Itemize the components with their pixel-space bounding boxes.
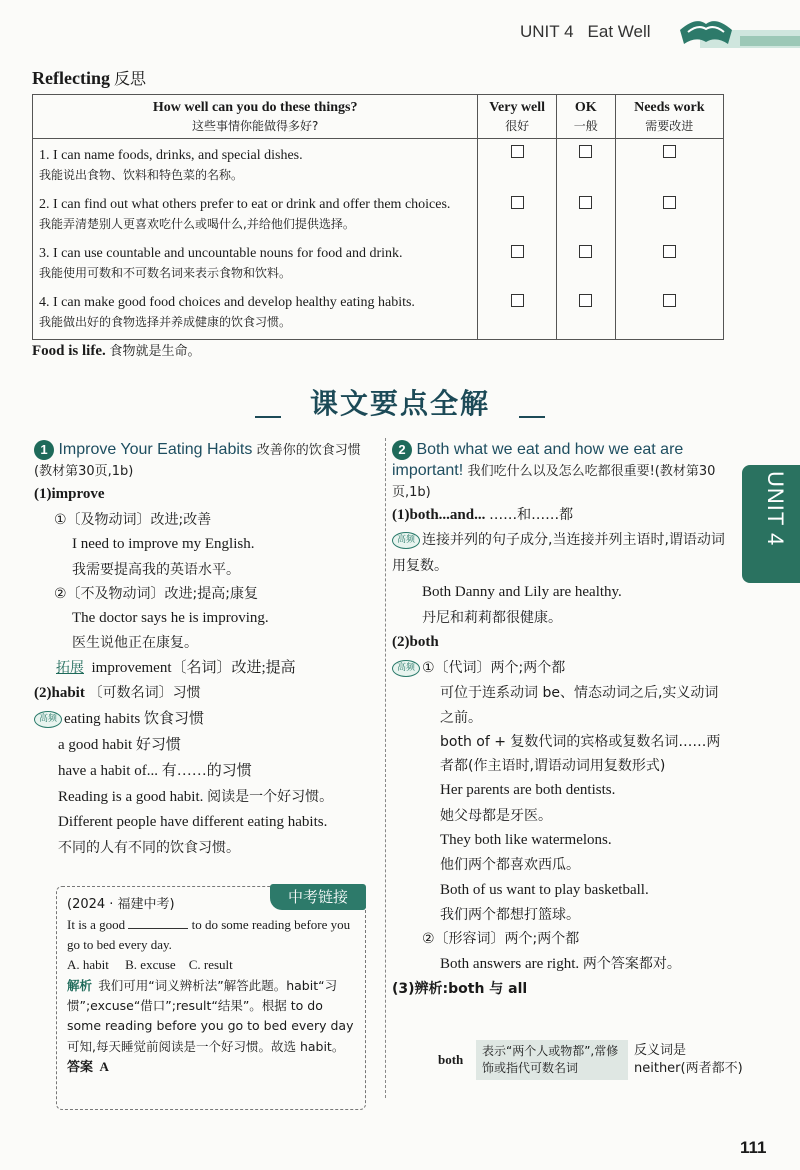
frequent-icon: 高频 bbox=[34, 711, 62, 728]
unit-title: Eat Well bbox=[587, 22, 651, 41]
both-and-heading: (1)both...and... ……和……都 bbox=[392, 506, 574, 523]
very-well-checkbox[interactable] bbox=[511, 145, 524, 158]
example-zh: 我们两个都想打篮球。 bbox=[440, 907, 580, 924]
table-row: 4. I can make good food choices and develop healthy eating habits. 我能做出好的食物选择并养成健康的饮食习惯。 bbox=[33, 290, 724, 340]
col-very-well: Very well 很好 bbox=[478, 95, 557, 139]
both-all-table bbox=[432, 1040, 760, 1080]
frequent-icon: 高频 bbox=[392, 532, 420, 549]
item-zh: 我能弄清楚别人更喜欢吃什么或喝什么,并给他们提供选择。 bbox=[39, 217, 355, 232]
col-needs-work: Needs work 需要改进 bbox=[615, 95, 723, 139]
example-zh: 她父母都是牙医。 bbox=[440, 807, 552, 824]
point-2-headline: 2 Both what we eat and how we eat are important! 我们吃什么以及怎么吃都很重要!(教材第30页,1b) bbox=[392, 441, 716, 500]
ok-checkbox[interactable] bbox=[579, 145, 592, 158]
left-column bbox=[34, 440, 374, 860]
section-title: 课文要点全解 bbox=[255, 382, 545, 424]
exam-answer: 答案 A bbox=[67, 1059, 109, 1076]
unit-side-tab: UNIT 4 bbox=[742, 465, 800, 583]
both-sense-1: 高频 ①〔代词〕两个;两个都 bbox=[392, 656, 732, 682]
very-well-checkbox[interactable] bbox=[511, 196, 524, 209]
table-desc: 表示“两个人或物都”,常修饰或指代可数名词 bbox=[476, 1040, 628, 1080]
table-row: 2. I can find out what others prefer to eat or drink and offer them choices. 我能弄清楚别人更喜欢吃什么或喝什么,并给他们提供选择。 bbox=[33, 192, 724, 241]
answer-blank[interactable] bbox=[128, 928, 188, 929]
motto: Food is life. 食物就是生命。 bbox=[32, 343, 201, 359]
unit-header bbox=[520, 22, 665, 42]
both-heading: (2)both bbox=[392, 633, 439, 650]
number-badge: 2 bbox=[392, 440, 412, 460]
example-en: Both Danny and Lily are healthy. bbox=[422, 584, 622, 601]
col-question: How well can you do these things? 这些事情你能做得多好? bbox=[33, 95, 478, 139]
very-well-checkbox[interactable] bbox=[511, 245, 524, 258]
needs-work-checkbox[interactable] bbox=[663, 145, 676, 158]
example-en: I need to improve my English. bbox=[72, 535, 255, 552]
example: Reading is a good habit. 阅读是一个好习惯。 bbox=[58, 788, 334, 805]
habit-phrase: have a habit of... 有……的习惯 bbox=[58, 762, 252, 779]
example-zh: 医生说他正在康复。 bbox=[72, 635, 198, 652]
example-en: Different people have different eating habits. bbox=[58, 814, 328, 831]
extension: 拓展 improvement〔名词〕改进;提高 bbox=[56, 659, 296, 676]
reflecting-table bbox=[32, 94, 724, 340]
table-row: 3. I can use countable and uncountable nouns for food and drink. 我能使用可数和不可数名词来表示食物和饮料。 bbox=[33, 241, 724, 290]
ok-checkbox[interactable] bbox=[579, 294, 592, 307]
exam-analysis: 解析 我们可用“词义辨析法”解答此题。habit“习惯”;excuse“借口”;result“结果”。根据 to do some reading before you go to bed every day 可知,每天睡觉前阅读是一个好习惯。故选 habit。 bbox=[67, 977, 354, 1054]
improve-sense-2: ②〔不及物动词〕改进;提高;康复 bbox=[54, 585, 258, 602]
very-well-checkbox[interactable] bbox=[511, 294, 524, 307]
reflecting-title: Reflecting 反思 bbox=[32, 68, 146, 88]
frequent-icon: 高频 bbox=[392, 660, 420, 677]
example-zh: 丹尼和莉莉都很健康。 bbox=[422, 609, 562, 626]
example-zh: 不同的人有不同的饮食习惯。 bbox=[58, 840, 240, 857]
both-desc: both of + 复数代词的宾格或复数名词……两者都(作主语时,谓语动词用复数形式) bbox=[440, 733, 721, 774]
ok-checkbox[interactable] bbox=[579, 196, 592, 209]
header-decoration-2 bbox=[740, 36, 800, 46]
table-opposite: 反义词是 neither(两者都不) bbox=[634, 1043, 743, 1077]
needs-work-checkbox[interactable] bbox=[663, 196, 676, 209]
col-ok: OK 一般 bbox=[556, 95, 615, 139]
example-zh: 他们两个都喜欢西瓜。 bbox=[440, 857, 580, 874]
example-en: Both of us want to play basketball. bbox=[440, 881, 649, 898]
point-1-headline: 1 Improve Your Eating Habits 改善你的饮食习惯(教材第30页,1b) bbox=[34, 441, 361, 480]
habit-heading: (2)habit 〔可数名词〕习惯 bbox=[34, 685, 201, 702]
improve-label: (1)improve bbox=[34, 485, 105, 502]
needs-work-checkbox[interactable] bbox=[663, 245, 676, 258]
both-desc: 可位于连系动词 be、情态动词之后,实义动词之前。 bbox=[440, 685, 719, 726]
example-zh: 我需要提高我的英语水平。 bbox=[72, 561, 240, 578]
example-en: Her parents are both dentists. bbox=[440, 781, 616, 798]
table-key: both bbox=[438, 1052, 464, 1068]
exam-question: It is a good to do some reading before you go to bed every day. bbox=[67, 917, 351, 953]
example-en: The doctor says he is improving. bbox=[72, 609, 269, 626]
example-en: They both like watermelons. bbox=[440, 831, 612, 848]
exam-link-box bbox=[56, 886, 366, 1110]
column-divider bbox=[385, 438, 386, 1098]
improve-sense-1: ①〔及物动词〕改进;改善 bbox=[54, 511, 212, 528]
number-badge: 1 bbox=[34, 440, 54, 460]
both-sense-2: ②〔形容词〕两个;两个都 bbox=[422, 931, 580, 948]
both-and-desc: 高频 连接并列的句子成分,当连接并列主语时,谓语动词用复数。 bbox=[392, 532, 725, 575]
page-number: 111 bbox=[740, 1138, 767, 1157]
both-all-heading: (3)辨析:both 与 all bbox=[392, 981, 528, 998]
needs-work-checkbox[interactable] bbox=[663, 294, 676, 307]
exam-options: A. habit B. excuse C. result bbox=[67, 957, 233, 973]
habit-phrase: a good habit 好习惯 bbox=[58, 736, 181, 753]
exam-link-tag: 中考链接 bbox=[270, 884, 366, 910]
unit-label: UNIT 4 bbox=[520, 22, 574, 41]
example: Both answers are right. 两个答案都对。 bbox=[440, 955, 681, 972]
ok-checkbox[interactable] bbox=[579, 245, 592, 258]
right-column bbox=[392, 440, 732, 1001]
exam-source: (2024 · 福建中考) bbox=[67, 897, 175, 912]
habit-phrase: 高频 eating habits 饮食习惯 bbox=[34, 707, 374, 733]
book-icon bbox=[676, 14, 736, 48]
table-row: 1. I can name foods, drinks, and special dishes. 我能说出食物、饮料和特色菜的名称。 bbox=[33, 139, 724, 193]
